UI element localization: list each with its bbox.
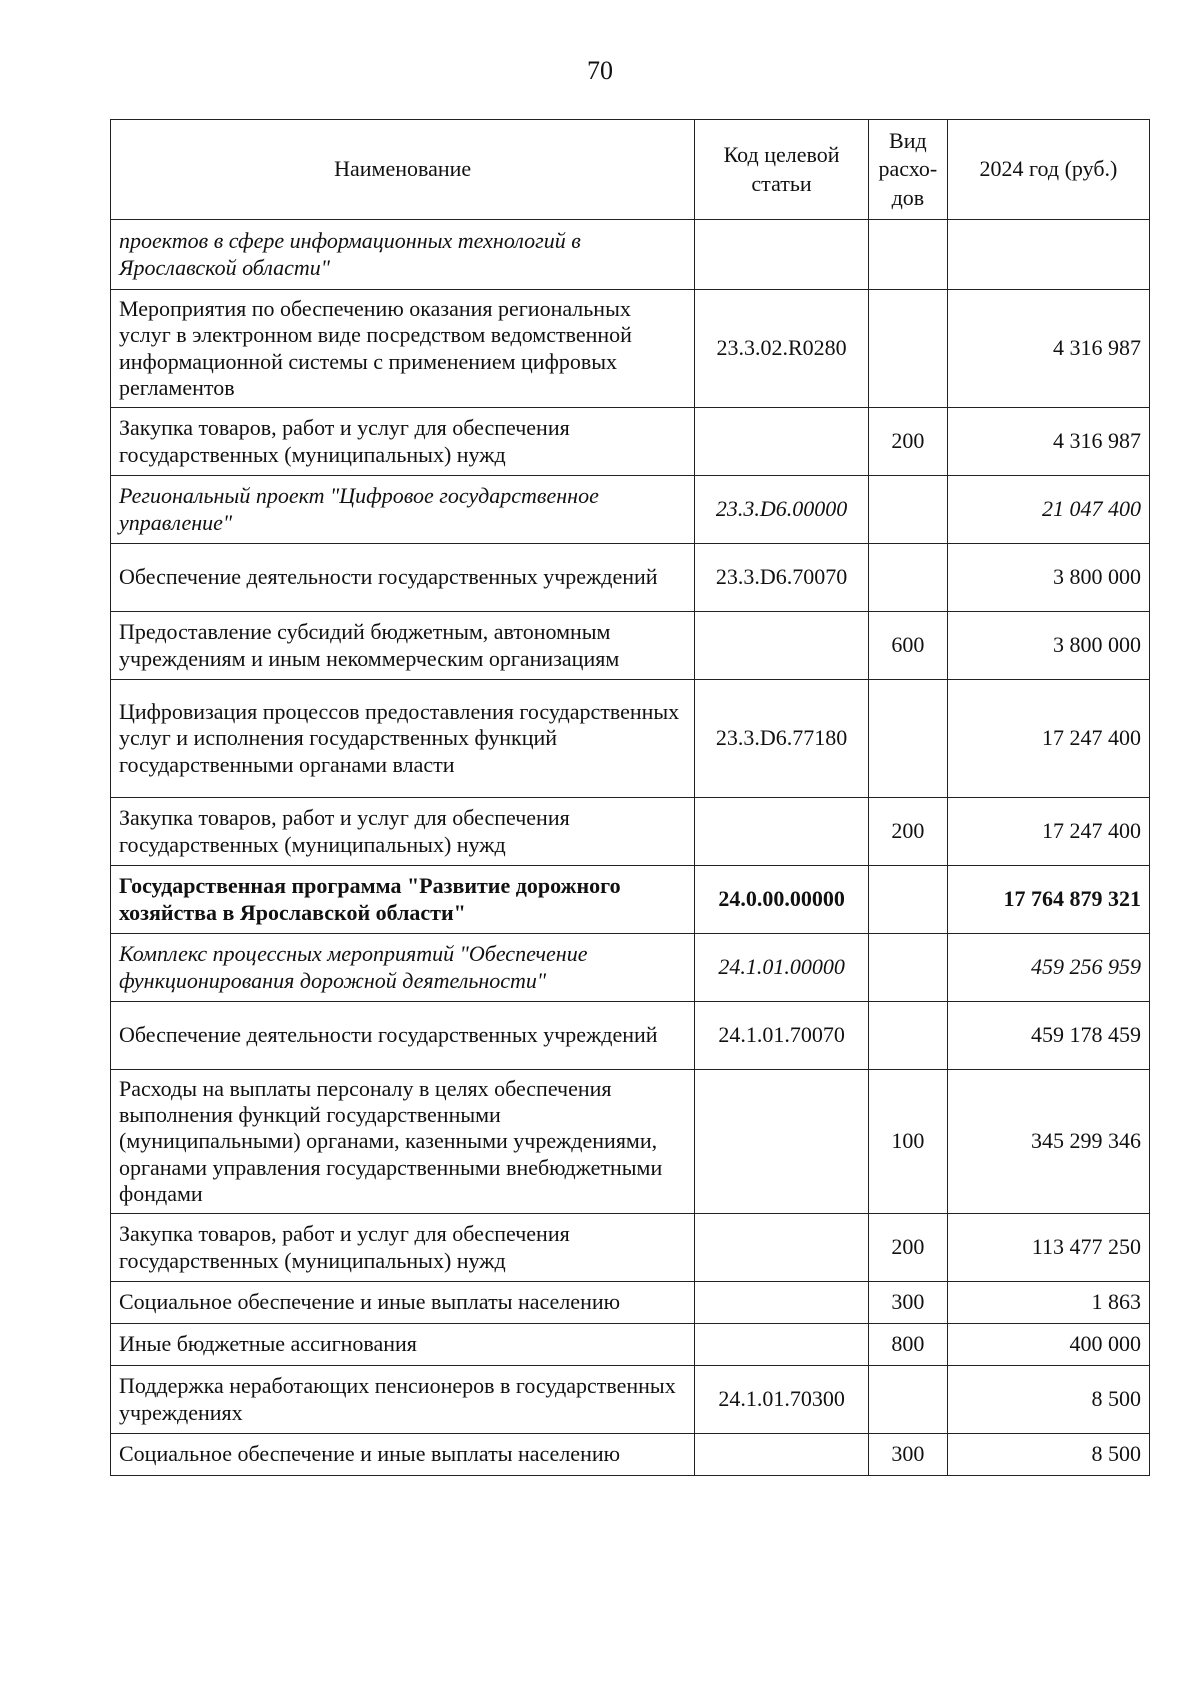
table-body xyxy=(111,220,1150,1476)
cell-code: 23.3.D6.00000 xyxy=(695,476,869,544)
cell-amount: 3 800 000 xyxy=(947,612,1149,680)
cell-type xyxy=(868,680,947,798)
cell-code: 24.0.00.00000 xyxy=(695,866,869,934)
cell-name: Расходы на выплаты персоналу в целях обеспечения выполнения функций государственными (муниципальными) органами, казенными учреждениями, органами управления государственными внебюджетными фондами xyxy=(111,1070,695,1214)
cell-code: 23.3.D6.70070 xyxy=(695,544,869,612)
cell-code xyxy=(695,798,869,866)
cell-code xyxy=(695,1324,869,1366)
cell-code xyxy=(695,1434,869,1476)
cell-amount: 17 764 879 321 xyxy=(947,866,1149,934)
cell-name: Обеспечение деятельности государственных учреждений xyxy=(111,544,695,612)
cell-amount: 4 316 987 xyxy=(947,408,1149,476)
cell-code: 24.1.01.70070 xyxy=(695,1002,869,1070)
cell-code xyxy=(695,612,869,680)
cell-name: Социальное обеспечение и иные выплаты населению xyxy=(111,1282,695,1324)
table-row xyxy=(111,866,1150,934)
cell-name: Закупка товаров, работ и услуг для обеспечения государственных (муниципальных) нужд xyxy=(111,1214,695,1282)
cell-amount: 345 299 346 xyxy=(947,1070,1149,1214)
cell-name: Закупка товаров, работ и услуг для обеспечения государственных (муниципальных) нужд xyxy=(111,798,695,866)
cell-code xyxy=(695,1282,869,1324)
cell-name: Обеспечение деятельности государственных учреждений xyxy=(111,1002,695,1070)
table-row xyxy=(111,798,1150,866)
cell-code: 24.1.01.70300 xyxy=(695,1366,869,1434)
table-row xyxy=(111,1366,1150,1434)
cell-name: Закупка товаров, работ и услуг для обеспечения государственных (муниципальных) нужд xyxy=(111,408,695,476)
cell-amount: 459 256 959 xyxy=(947,934,1149,1002)
table-row xyxy=(111,934,1150,1002)
cell-name: Государственная программа "Развитие дорожного хозяйства в Ярославской области" xyxy=(111,866,695,934)
cell-name: Мероприятия по обеспечению оказания региональных услуг в электронном виде посредством ведомственной информационной системы с применением цифровых регламентов xyxy=(111,290,695,408)
table-row xyxy=(111,1214,1150,1282)
cell-amount: 4 316 987 xyxy=(947,290,1149,408)
table-row xyxy=(111,290,1150,408)
cell-amount: 113 477 250 xyxy=(947,1214,1149,1282)
cell-code: 24.1.01.00000 xyxy=(695,934,869,1002)
cell-name: Цифровизация процессов предоставления государственных услуг и исполнения государственных функций государственными органами власти xyxy=(111,680,695,798)
cell-code xyxy=(695,1214,869,1282)
table-row xyxy=(111,544,1150,612)
table-header-row xyxy=(111,120,1150,220)
cell-type: 600 xyxy=(868,612,947,680)
cell-type xyxy=(868,544,947,612)
cell-amount: 8 500 xyxy=(947,1434,1149,1476)
cell-name: Предоставление субсидий бюджетным, автономным учреждениям и иным некоммерческим организациям xyxy=(111,612,695,680)
header-name: Наименование xyxy=(111,120,695,220)
cell-type xyxy=(868,290,947,408)
cell-amount: 3 800 000 xyxy=(947,544,1149,612)
cell-type xyxy=(868,934,947,1002)
cell-name: Комплекс процессных мероприятий "Обеспечение функционирования дорожной деятельности" xyxy=(111,934,695,1002)
header-amount: 2024 год (руб.) xyxy=(947,120,1149,220)
cell-code: 23.3.D6.77180 xyxy=(695,680,869,798)
table-row xyxy=(111,220,1150,290)
cell-code xyxy=(695,408,869,476)
table-row xyxy=(111,476,1150,544)
page-number: 70 xyxy=(587,56,613,85)
table-row xyxy=(111,1434,1150,1476)
table-row xyxy=(111,408,1150,476)
cell-amount xyxy=(947,220,1149,290)
table-row xyxy=(111,1282,1150,1324)
budget-table xyxy=(110,119,1150,1476)
cell-code xyxy=(695,1070,869,1214)
table-row xyxy=(111,1002,1150,1070)
cell-type xyxy=(868,220,947,290)
table-row xyxy=(111,1070,1150,1214)
cell-type: 200 xyxy=(868,408,947,476)
cell-amount: 17 247 400 xyxy=(947,798,1149,866)
cell-code: 23.3.02.R0280 xyxy=(695,290,869,408)
cell-type: 200 xyxy=(868,798,947,866)
header-type: Вид расхо-дов xyxy=(868,120,947,220)
cell-name: Региональный проект "Цифровое государственное управление" xyxy=(111,476,695,544)
cell-type xyxy=(868,1002,947,1070)
cell-type: 300 xyxy=(868,1434,947,1476)
cell-name: Иные бюджетные ассигнования xyxy=(111,1324,695,1366)
cell-type: 100 xyxy=(868,1070,947,1214)
table-row xyxy=(111,680,1150,798)
cell-type: 300 xyxy=(868,1282,947,1324)
cell-amount: 21 047 400 xyxy=(947,476,1149,544)
cell-type: 800 xyxy=(868,1324,947,1366)
cell-code xyxy=(695,220,869,290)
cell-name: Социальное обеспечение и иные выплаты населению xyxy=(111,1434,695,1476)
table-row xyxy=(111,612,1150,680)
cell-amount: 459 178 459 xyxy=(947,1002,1149,1070)
cell-type xyxy=(868,1366,947,1434)
cell-type xyxy=(868,866,947,934)
cell-type: 200 xyxy=(868,1214,947,1282)
cell-amount: 1 863 xyxy=(947,1282,1149,1324)
cell-amount: 8 500 xyxy=(947,1366,1149,1434)
cell-name: Поддержка неработающих пенсионеров в государственных учреждениях xyxy=(111,1366,695,1434)
header-code: Код целевой статьи xyxy=(695,120,869,220)
cell-type xyxy=(868,476,947,544)
table-row xyxy=(111,1324,1150,1366)
cell-name: проектов в сфере информационных технологий в Ярославской области" xyxy=(111,220,695,290)
cell-amount: 17 247 400 xyxy=(947,680,1149,798)
cell-amount: 400 000 xyxy=(947,1324,1149,1366)
